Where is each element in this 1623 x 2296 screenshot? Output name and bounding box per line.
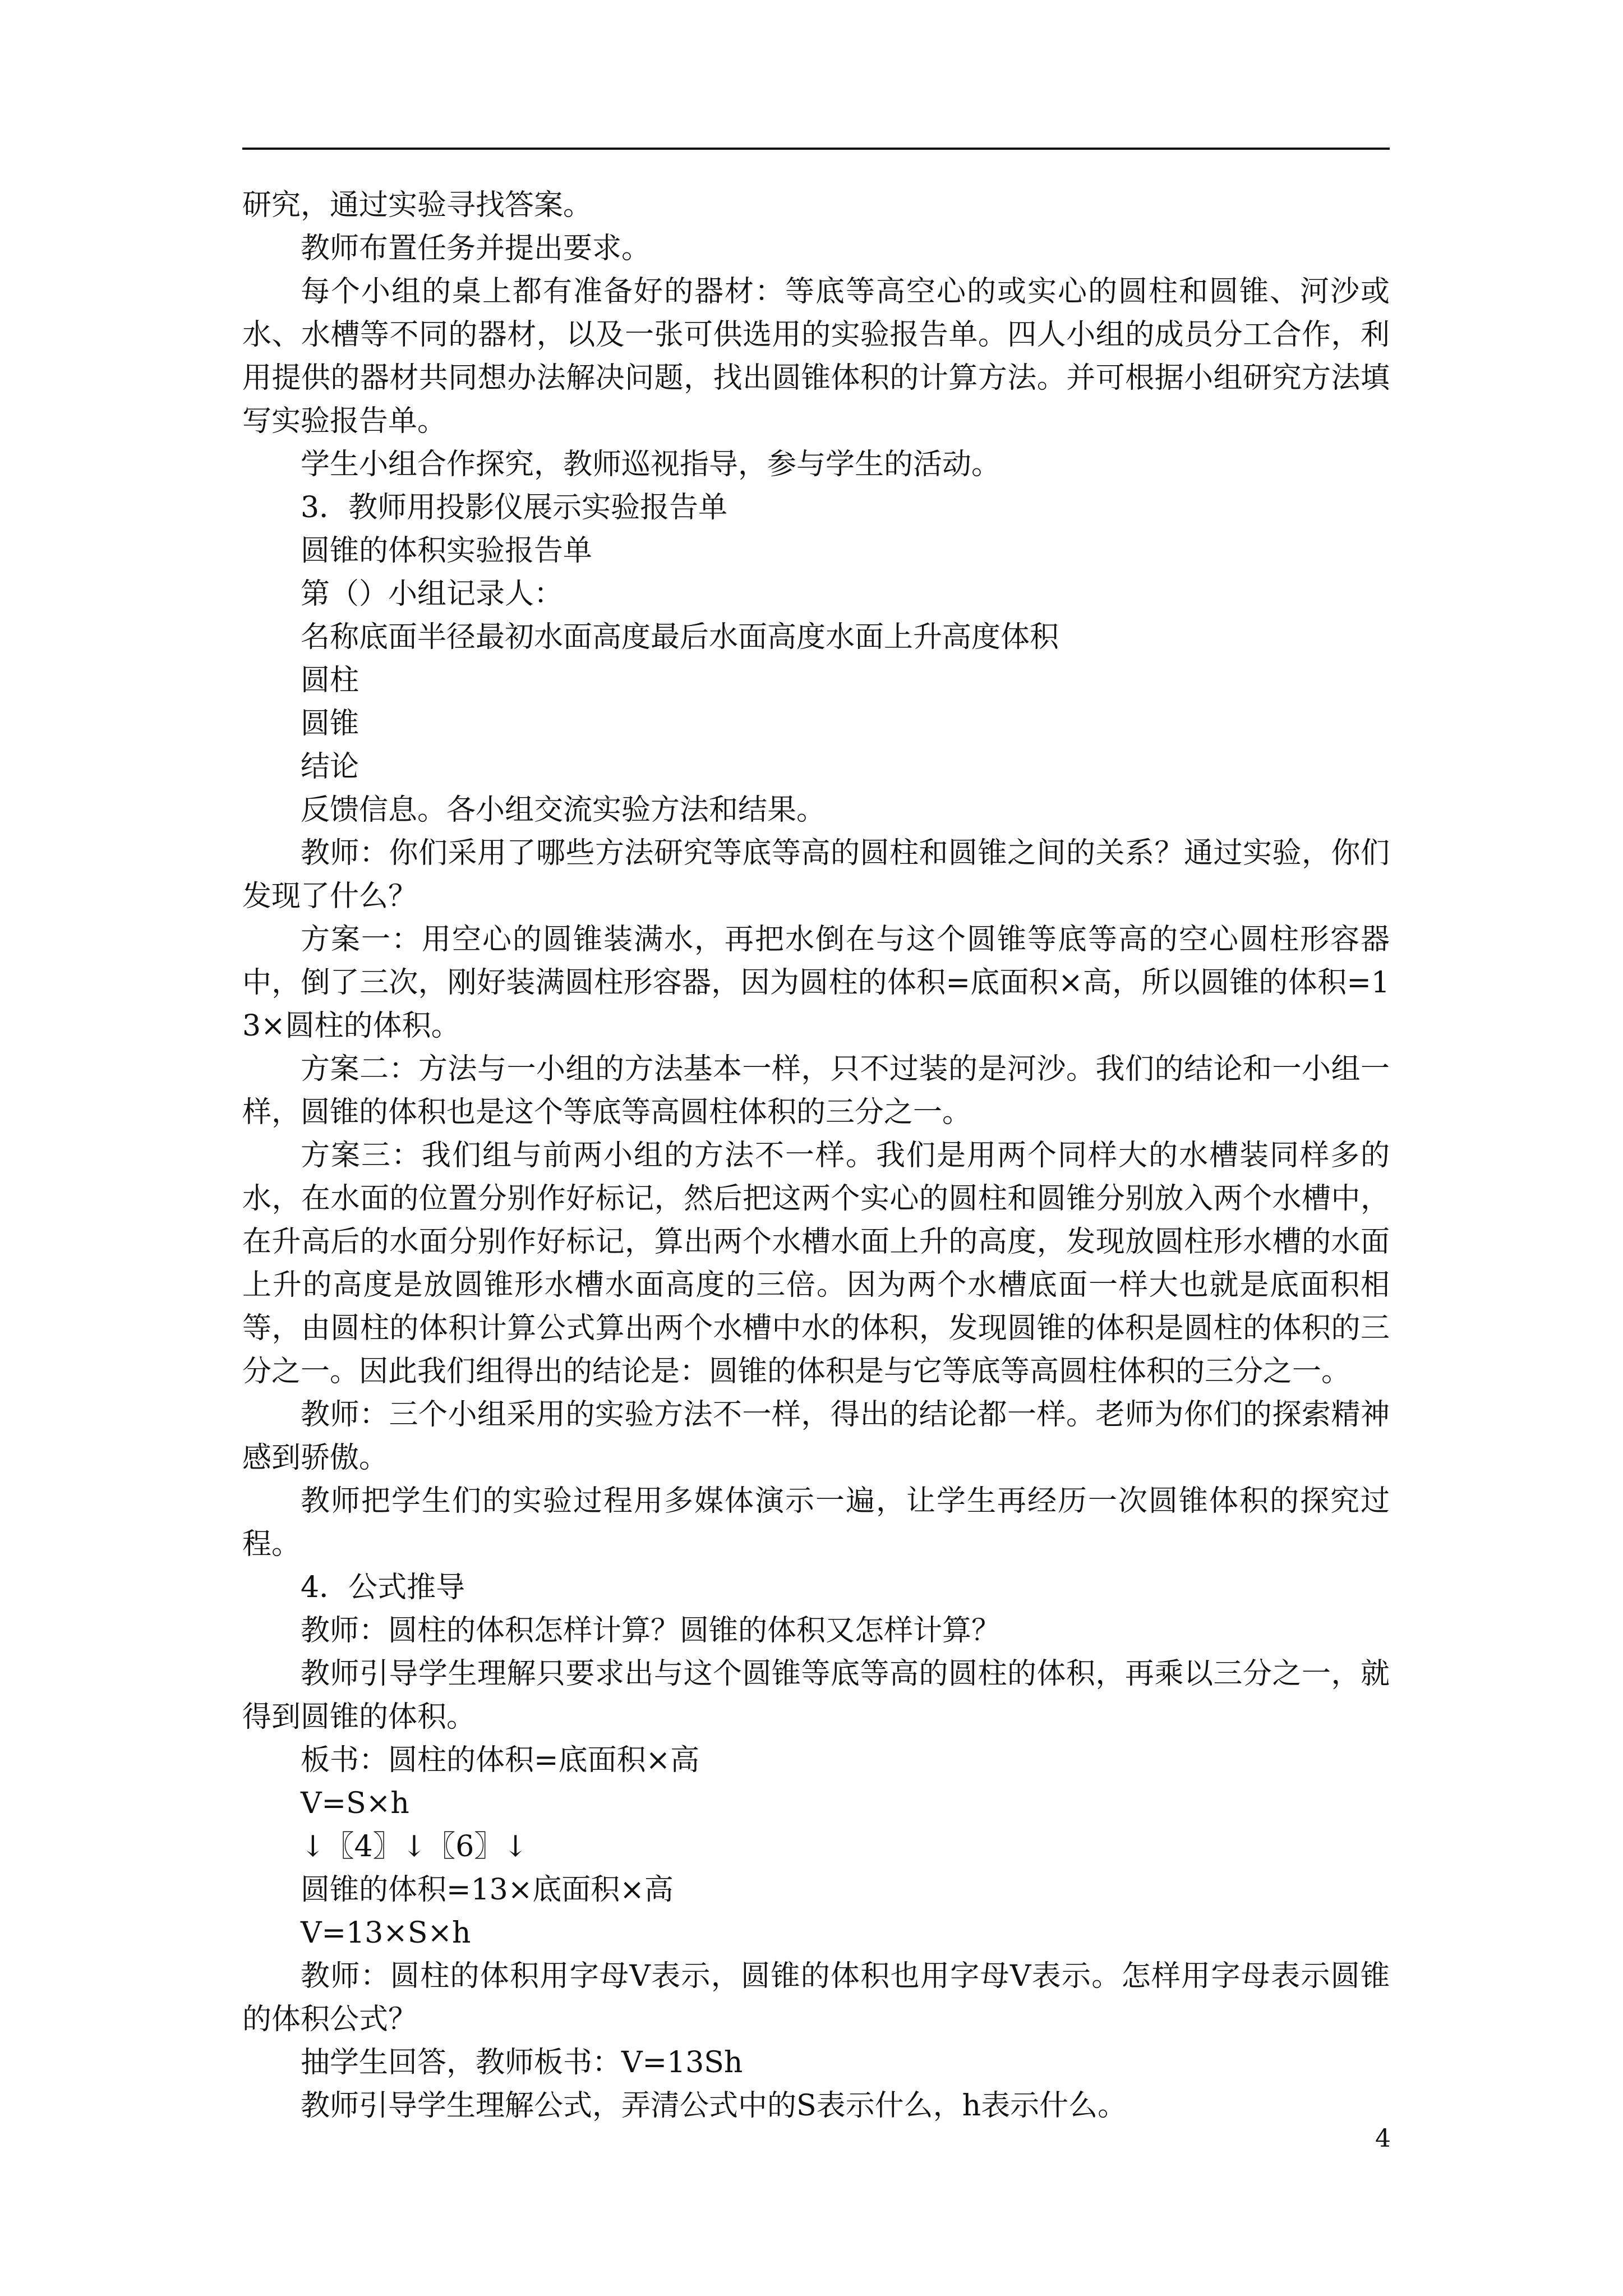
paragraph: 方案三：我们组与前两小组的方法不一样。我们是用两个同样大的水槽装同样多的水，在水面的位置分别作好标记，然后把这两个实心的圆柱和圆锥分别放入两个水槽中，在升高后的水面分别作好标记，算出两个水槽水面上升的高度，发现放圆柱形水槽的水面上升的高度是放圆锥形水槽水面高度的三倍。因为两个水槽底面一样大也就是底面积相等，由圆柱的体积计算公式算出两个水槽中水的体积，发现圆锥的体积是圆柱的体积的三分之一。因此我们组得出的结论是：圆锥的体积是与它等底等高圆柱体积的三分之一。 (242, 1139, 1390, 1388)
paragraph: 教师引导学生理解公式，弄清公式中的S表示什么，h表示什么。 (301, 2089, 1127, 2123)
paragraph: 方案二：方法与一小组的方法基本一样，只不过装的是河沙。我们的结论和一小组一样，圆锥的体积也是这个等底等高圆柱体积的三分之一。 (242, 1052, 1390, 1129)
paragraph: 圆锥 (301, 707, 359, 740)
section-heading: 3．教师用投影仪展示实验报告单 (301, 491, 728, 524)
paragraph: 教师：圆柱的体积用字母V表示，圆锥的体积也用字母V表示。怎样用字母表示圆锥的体积公式？ (242, 1959, 1390, 2036)
paragraph: 学生小组合作探究，教师巡视指导，参与学生的活动。 (301, 448, 1001, 481)
page-number: 4 (1375, 2124, 1391, 2153)
paragraph: 结论 (301, 750, 359, 784)
paragraph: 名称底面半径最初水面高度最后水面高度水面上升高度体积 (301, 620, 1059, 654)
formula-line: V=13×S×h (301, 1916, 471, 1950)
paragraph: 教师：圆柱的体积怎样计算？圆锥的体积又怎样计算？ (301, 1614, 1001, 1648)
formula-line: 圆锥的体积=13×底面积×高 (301, 1873, 674, 1907)
document-body (242, 184, 1390, 2128)
paragraph: 每个小组的桌上都有准备好的器材：等底等高空心的或实心的圆柱和圆锥、河沙或水、水槽等不同的器材，以及一张可供选用的实验报告单。四人小组的成员分工合作，利用提供的器材共同想办法解决问题，找出圆锥体积的计算方法。并可根据小组研究方法填写实验报告单。 (242, 275, 1390, 438)
paragraph: 反馈信息。各小组交流实验方法和结果。 (301, 793, 826, 827)
paragraph: 教师引导学生理解只要求出与这个圆锥等底等高的圆柱的体积，再乘以三分之一，就得到圆锥的体积。 (242, 1657, 1390, 1734)
paragraph: 教师把学生们的实验过程用多媒体演示一遍，让学生再经历一次圆锥体积的探究过程。 (242, 1484, 1390, 1561)
paragraph: 圆锥的体积实验报告单 (301, 534, 593, 568)
formula-line: V=S×h (301, 1787, 409, 1820)
formula-line: ↓〖4〗↓〖6〗↓ (301, 1830, 528, 1864)
paragraph: 教师布置任务并提出要求。 (301, 232, 651, 265)
paragraph: 研究，通过实验寻找答案。 (242, 188, 593, 222)
paragraph: 方案一：用空心的圆锥装满水，再把水倒在与这个圆锥等底等高的空心圆柱形容器中，倒了三次，刚好装满圆柱形容器，因为圆柱的体积=底面积×高，所以圆锥的体积=13×圆柱的体积。 (242, 923, 1390, 1043)
formula-line: 板书：圆柱的体积=底面积×高 (301, 1743, 700, 1777)
paragraph: 教师：三个小组采用的实验方法不一样，得出的结论都一样。老师为你们的探索精神感到骄傲。 (242, 1398, 1390, 1475)
paragraph: 抽学生回答，教师板书：V=13Sh (301, 2046, 743, 2079)
section-heading: 4．公式推导 (301, 1571, 465, 1604)
paragraph: 教师：你们采用了哪些方法研究等底等高的圆柱和圆锥之间的关系？通过实验，你们发现了什么？ (242, 836, 1390, 913)
header-rule (242, 148, 1390, 150)
paragraph: 第（）小组记录人： (301, 577, 564, 611)
paragraph: 圆柱 (301, 664, 359, 697)
